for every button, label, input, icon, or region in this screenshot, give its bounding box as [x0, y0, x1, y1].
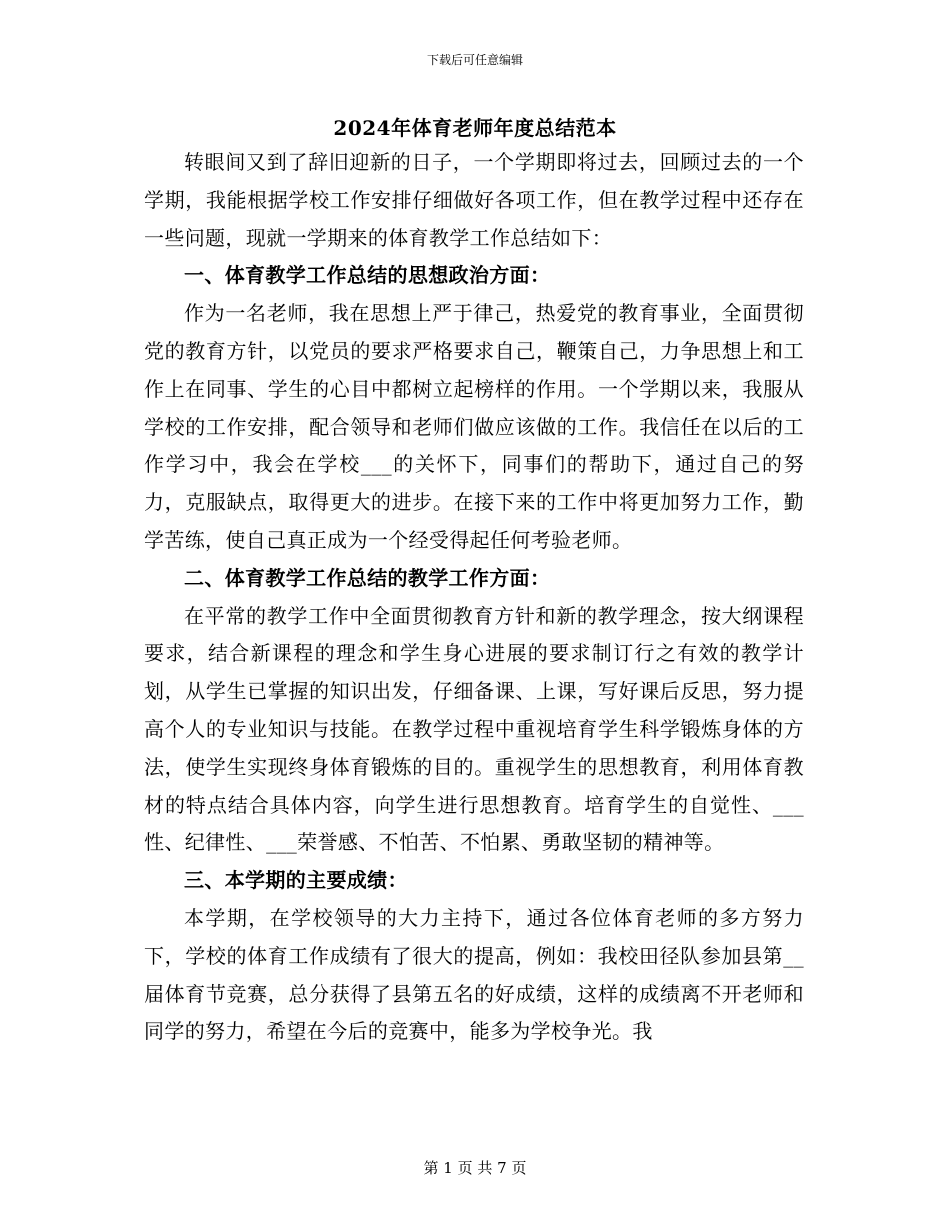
document-body — [144, 144, 804, 1051]
page-number: 第 1 页 共 7 页 — [423, 1159, 527, 1177]
document-title: 2024年体育老师年度总结范本 — [333, 116, 617, 140]
political-paragraph: 作为一名老师，我在思想上严于律己，热爱党的教育事业，全面贯彻党的教育方针，以党员的要求严格要求自己，鞭策自己，力争思想上和工作上在同事、学生的心目中都树立起榜样的作用。一个学期以来，我服从学校的工作安排，配合领导和老师们做应该做的工作。我信任在以后的工作学习中，我会在学校___的关怀下，同事们的帮助下，通过自己的努力，克服缺点，取得更大的进步。在接下来的工作中将更加努力工作，勤学苦练，使自己真正成为一个经受得起任何考验老师。 — [144, 301, 804, 552]
section-heading-achievements: 三、本学期的主要成绩： — [184, 868, 408, 893]
section-heading-political: 一、体育教学工作总结的思想政治方面： — [184, 263, 551, 288]
section-heading-teaching: 二、体育教学工作总结的教学工作方面： — [184, 565, 551, 590]
teaching-paragraph: 在平常的教学工作中全面贯彻教育方针和新的教学理念，按大纲课程要求，结合新课程的理念和学生身心进展的要求制订行之有效的教学计划，从学生已掌握的知识出发，仔细备课、上课，写好课后反思，努力提高个人的专业知识与技能。在教学过程中重视培育学生科学锻炼身体的方法，使学生实现终身体育锻炼的目的。重视学生的思想教育，利用体育教材的特点结合具体内容，向学生进行思想教育。培育学生的自觉性、___性、纪律性、___荣誉感、不怕苦、不怕累、勇敢坚韧的精神等。 — [144, 603, 804, 855]
intro-paragraph: 转眼间又到了辞旧迎新的日子，一个学期即将过去，回顾过去的一个学期，我能根据学校工作安排仔细做好各项工作，但在教学过程中还存在一些问题，现就一学期来的体育教学工作总结如下： — [144, 150, 804, 250]
achievements-paragraph: 本学期，在学校领导的大力主持下，通过各位体育老师的多方努力下，学校的体育工作成绩有了很大的提高，例如：我校田径队参加县第__届体育节竞赛，总分获得了县第五名的好成绩，这样的成绩离不开老师和同学的努力，希望在今后的竞赛中，能多为学校争光。我 — [144, 905, 804, 1044]
header-note: 下载后可任意编辑 — [426, 53, 523, 67]
